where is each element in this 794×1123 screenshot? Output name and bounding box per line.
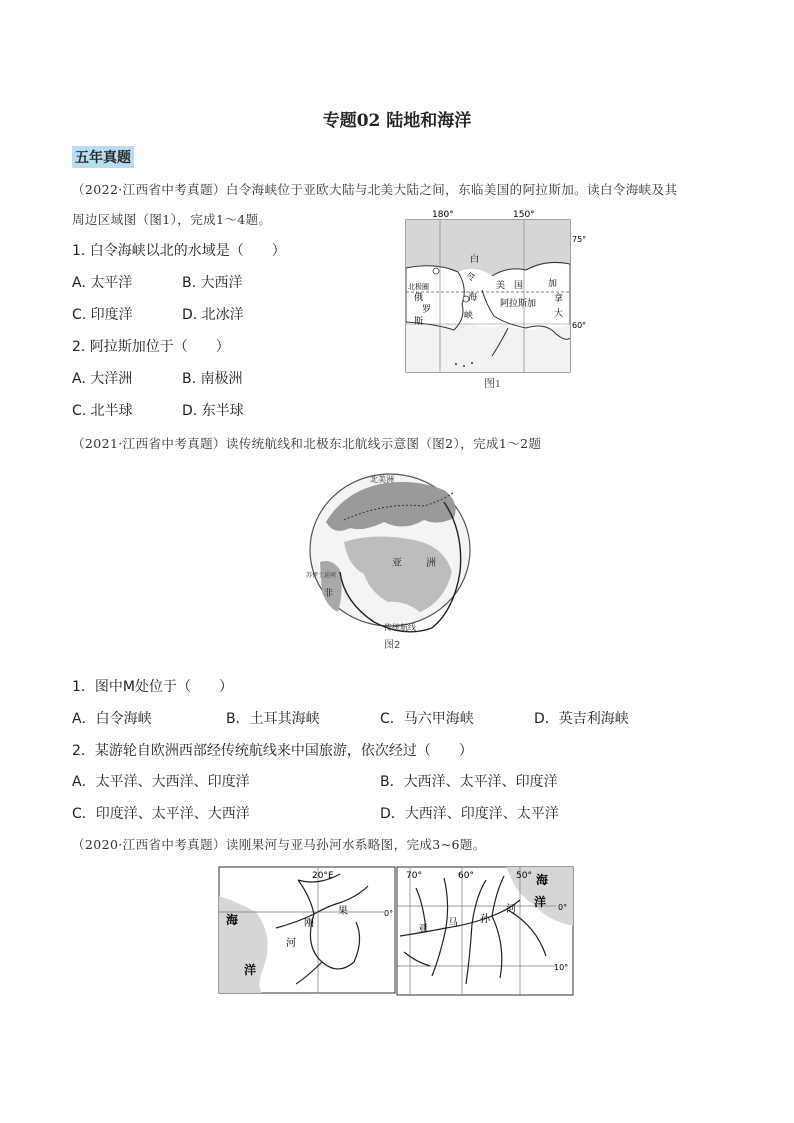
fig3b-sea: 海 <box>536 873 549 887</box>
fig1-canada-1: 加 <box>548 279 558 289</box>
fig3a-lon: 20°E <box>312 871 334 881</box>
g2-q1-option-a: A．白令海峡 <box>72 711 152 727</box>
fig3b-ocean: 洋 <box>534 895 547 909</box>
fig1-lon-180: 180° <box>432 210 454 220</box>
fig3b-river-1: 亚 <box>418 924 428 935</box>
fig3a-sea: 海 <box>226 913 239 927</box>
africa-landmass <box>320 561 342 612</box>
fig3b-lon50: 50° <box>516 871 532 881</box>
fig1-lat-60: 60° <box>572 321 587 330</box>
fig2-asia: 亚 <box>392 558 402 569</box>
fig3b-lon70: 70° <box>406 871 422 881</box>
g2-q2-option-b: B．大西洋、太平洋、印度洋 <box>380 774 558 790</box>
g1-q1-option-c: C. 印度洋 <box>72 307 133 323</box>
fig2-zhou: 洲 <box>426 558 436 569</box>
group1-intro-line1: （2022·江西省中考真题）白令海峡位于亚欧大陆与北美大陆之间，东临美国的阿拉斯加。读白令海峡及其 <box>72 182 678 197</box>
g1-q2-option-d: D. 东半球 <box>182 403 244 419</box>
fig3a-ocean: 洋 <box>244 963 257 977</box>
fig2-africa: 非 <box>324 589 334 599</box>
g1-q1-option-d: D. 北冰洋 <box>182 307 244 323</box>
group2-intro: （2021·江西省中考真题）读传统航线和北极东北航线示意图（图2），完成1～2题 <box>72 436 542 451</box>
fig3a-river-3: 河 <box>286 938 296 949</box>
g1-q2-option-b: B. 南极洲 <box>182 371 243 387</box>
g2-q1-option-c: C．马六甲海峡 <box>380 711 474 727</box>
fig1-lat-75: 75° <box>572 235 587 244</box>
g2-q2-option-d: D．大西洋、印度洋、太平洋 <box>380 806 559 822</box>
fig1-russia-3: 斯 <box>414 317 424 327</box>
fig3a-river-1: 刚 <box>304 918 314 929</box>
g2-question-1: 1．图中M处位于（ ） <box>72 679 233 695</box>
fig3b-river-4: 河 <box>506 904 516 915</box>
figure-1-bering-map <box>396 204 596 390</box>
g1-question-2: 2. 阿拉斯加位于（ ） <box>72 339 230 355</box>
fig2-traditional-route: 传统航线 <box>384 623 416 632</box>
fig1-canada-3: 大 <box>554 309 564 319</box>
g2-q1-option-d: D．英吉利海峡 <box>534 711 629 727</box>
group3-intro: （2020·江西省中考真题）读刚果河与亚马孙河水系略图，完成3~6题。 <box>72 837 486 852</box>
fig3a-river-2: 果 <box>338 906 348 917</box>
g1-q1-option-b: B. 大西洋 <box>182 275 243 291</box>
figure-1-caption: 图1 <box>484 378 501 390</box>
g1-q2-option-c: C. 北半球 <box>72 403 133 419</box>
fig2-north-america: 北美洲 <box>370 475 394 484</box>
figure-3a-congo-map <box>218 866 398 996</box>
group1-intro-line2: 周边区域图（图1），完成1～4题。 <box>72 212 272 227</box>
fig1-arctic-circle-label: 北极圈 <box>408 283 429 291</box>
fig3b-lon60: 60° <box>458 871 474 881</box>
fig3b-lat0: 0° <box>558 903 568 912</box>
g1-question-1: 1. 白令海峡以北的水域是（ ） <box>72 243 286 259</box>
fig1-canada-2: 拿 <box>554 294 564 304</box>
fig3b-lat10: 10° <box>554 963 569 972</box>
fig3b-river-3: 孙 <box>480 914 490 925</box>
g2-q2-option-c: C．印度洋、太平洋、大西洋 <box>72 806 250 822</box>
g2-q1-option-b: B．土耳其海峡 <box>226 711 320 727</box>
fig1-bering-2: 令 <box>466 273 476 283</box>
g2-question-2: 2．某游轮自欧洲西部经传统航线来中国旅游，依次经过（ ） <box>72 743 473 759</box>
figure-2-route-map <box>304 462 478 658</box>
fig1-bering-3: 海 <box>468 293 478 303</box>
g2-q2-option-a: A．太平洋、大西洋、印度洋 <box>72 774 250 790</box>
fig2-suez: 苏伊士运河 <box>306 572 337 579</box>
fig1-russia-2: 罗 <box>422 305 432 315</box>
fig1-bering-4: 峡 <box>464 311 474 321</box>
fig1-alaska: 阿拉斯加 <box>500 299 537 309</box>
g1-q2-option-a: A. 大洋洲 <box>72 371 133 387</box>
fig3a-lat0: 0° <box>384 909 394 918</box>
fig1-russia-1: 俄 <box>414 293 424 303</box>
figure-2-caption: 图2 <box>384 640 401 651</box>
page-title: 专题02 陆地和海洋 <box>322 111 472 131</box>
g1-q1-option-a: A. 太平洋 <box>72 275 133 291</box>
section-tag: 五年真题 <box>72 146 134 168</box>
fig1-bering-1: 白 <box>470 255 480 265</box>
fig1-usa: 美 国 <box>496 281 524 291</box>
figure-3b-amazon-map <box>396 866 576 998</box>
fig3b-river-2: 马 <box>448 918 458 929</box>
fig1-lon-150: 150° <box>513 210 535 220</box>
